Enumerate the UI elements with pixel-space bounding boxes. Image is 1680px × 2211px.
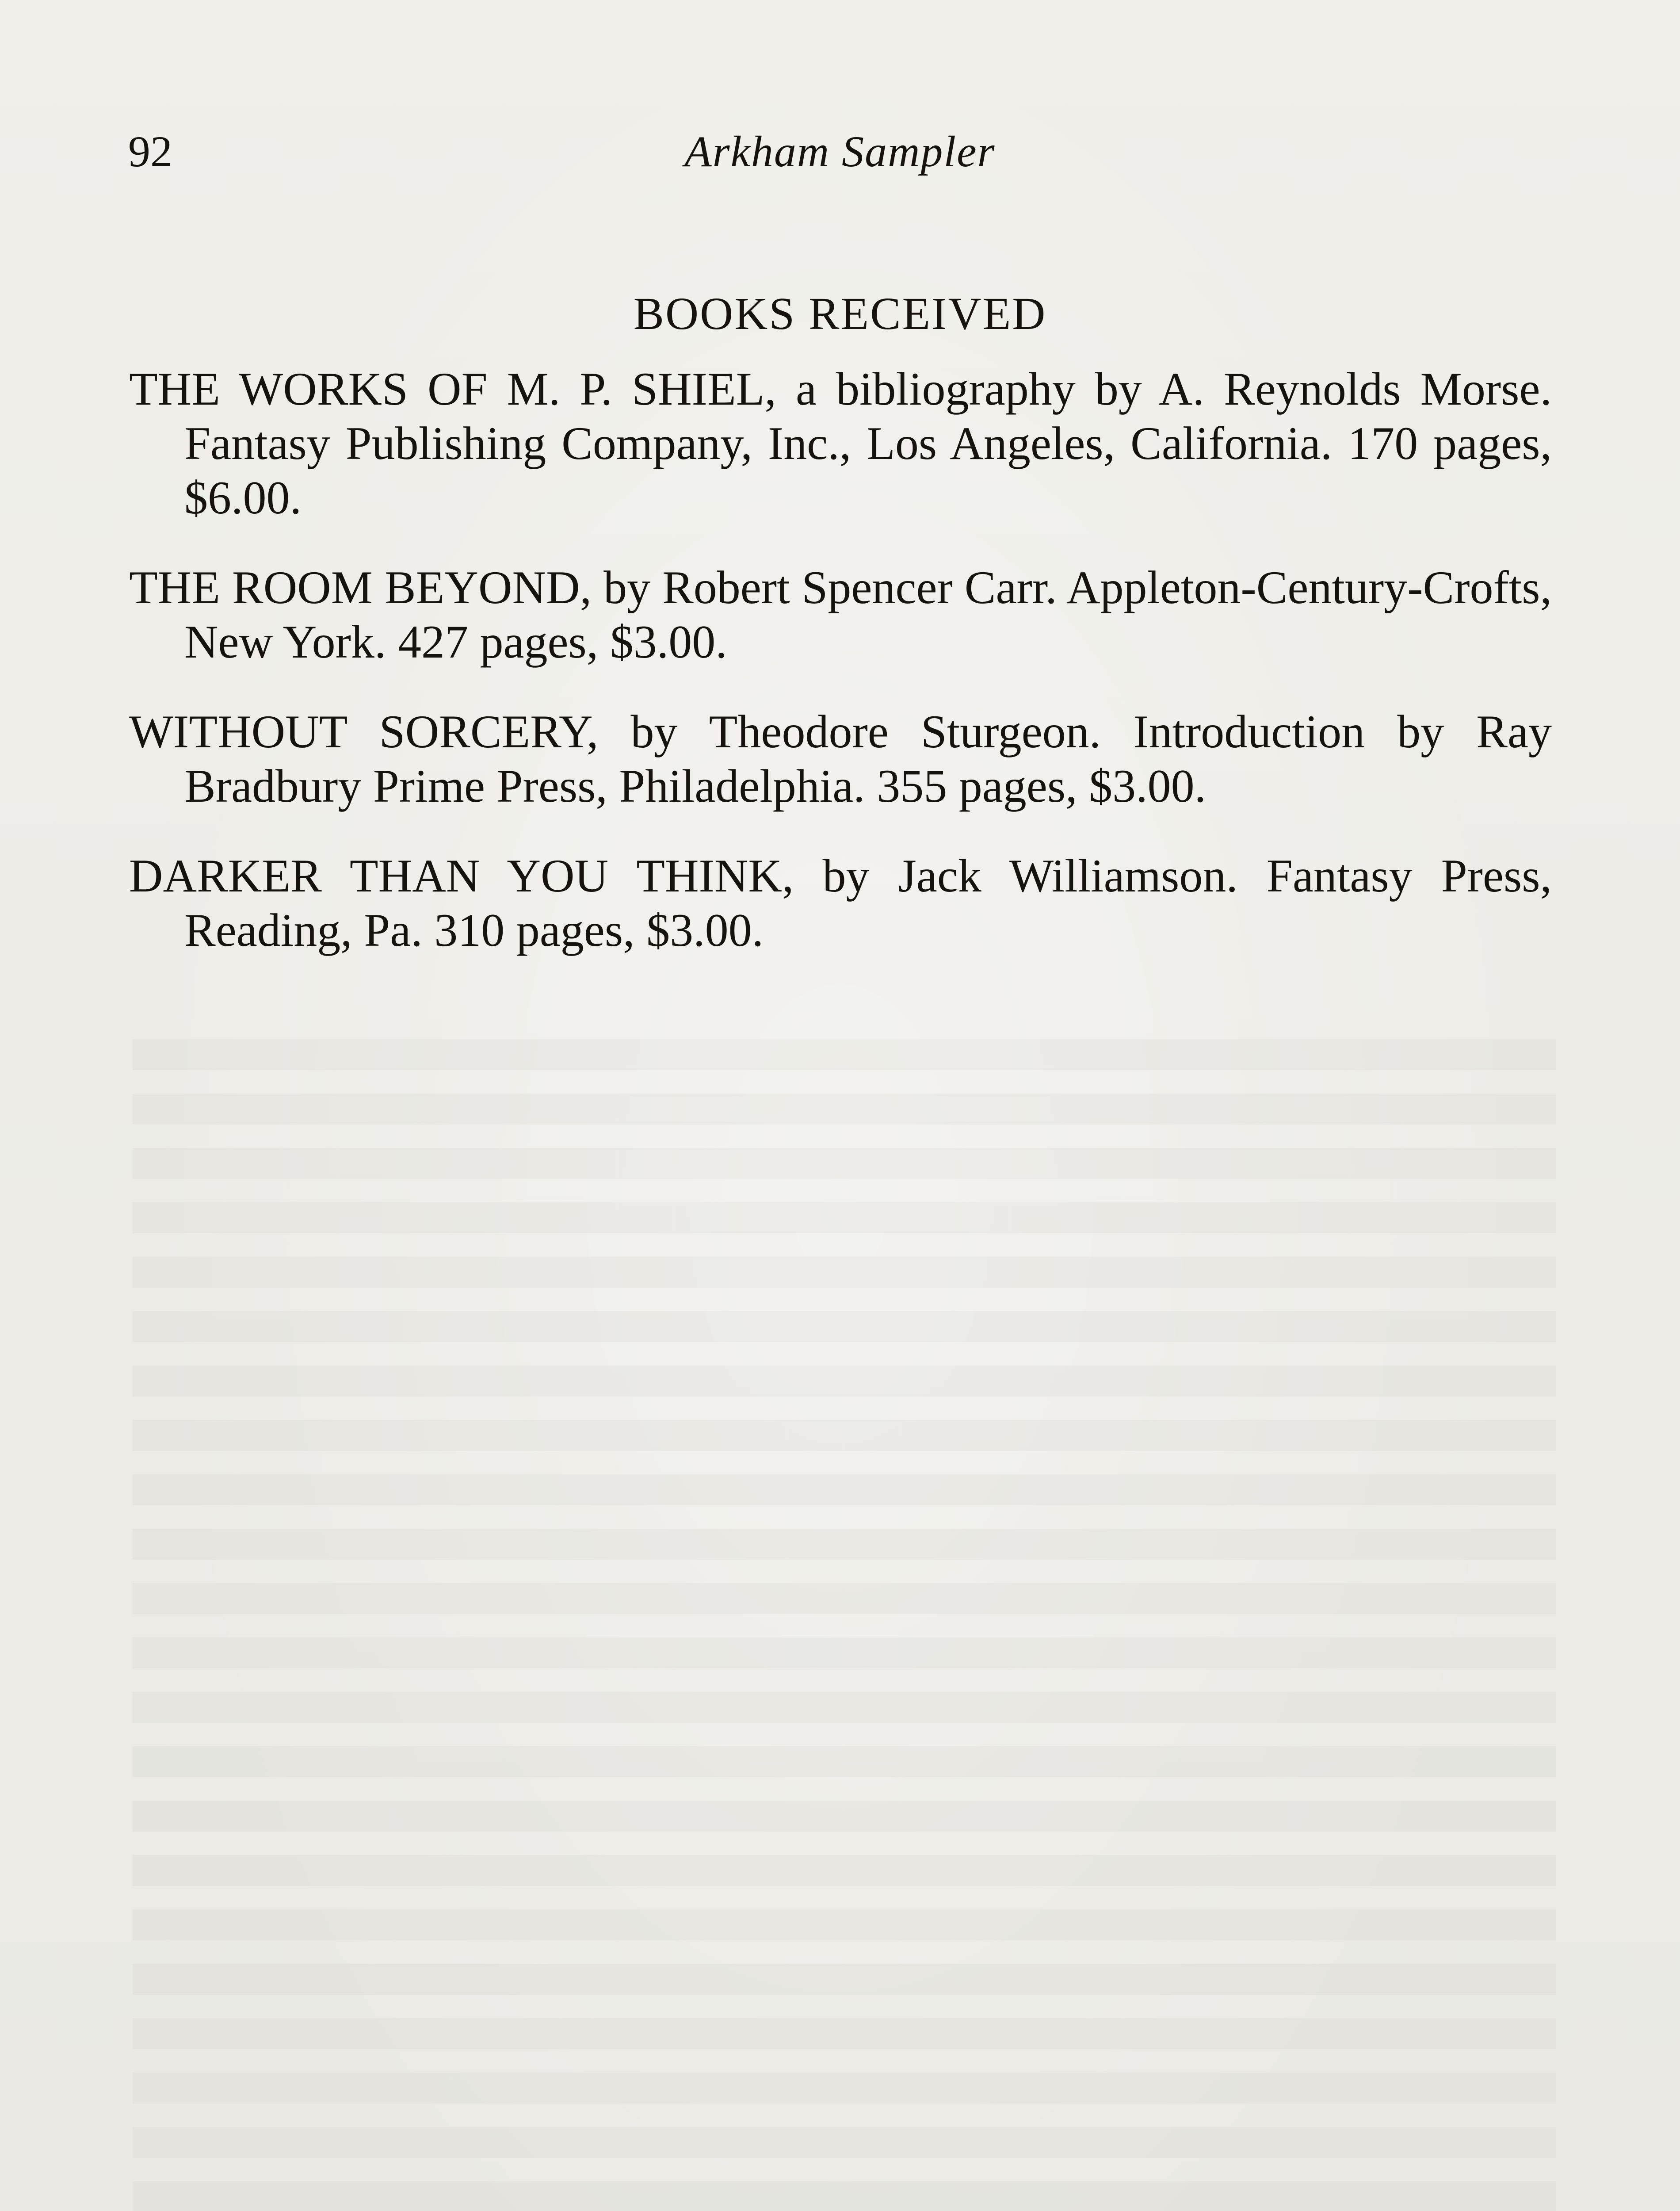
book-list [129, 362, 1552, 993]
page-number: 92 [128, 127, 172, 176]
show-through-text [133, 1039, 1556, 2211]
section-title: BOOKS RECEIVED [633, 288, 1047, 339]
page-header [128, 119, 1552, 185]
book-entry-shiel: THE WORKS OF M. P. SHIEL, a bibliography by A. Reynolds Morse. Fantasy Publishing Company, Inc., Los Angeles, California. 170 pages, $6.00. [129, 363, 1552, 524]
book-entry-darker-than-you-think: DARKER THAN YOU THINK, by Jack Williamson. Fantasy Press, Reading, Pa. 310 pages, $3.00. [129, 850, 1552, 956]
book-entry-without-sorcery: WITHOUT SORCERY, by Theodore Sturgeon. Introduction by Ray Bradbury Prime Press, Philadelphia. 355 pages, $3.00. [129, 706, 1552, 812]
running-title: Arkham Sampler [684, 127, 996, 176]
book-entry-room-beyond: THE ROOM BEYOND, by Robert Spencer Carr. Appleton-Century-Crofts, New York. 427 pages, $3.00. [129, 562, 1552, 668]
